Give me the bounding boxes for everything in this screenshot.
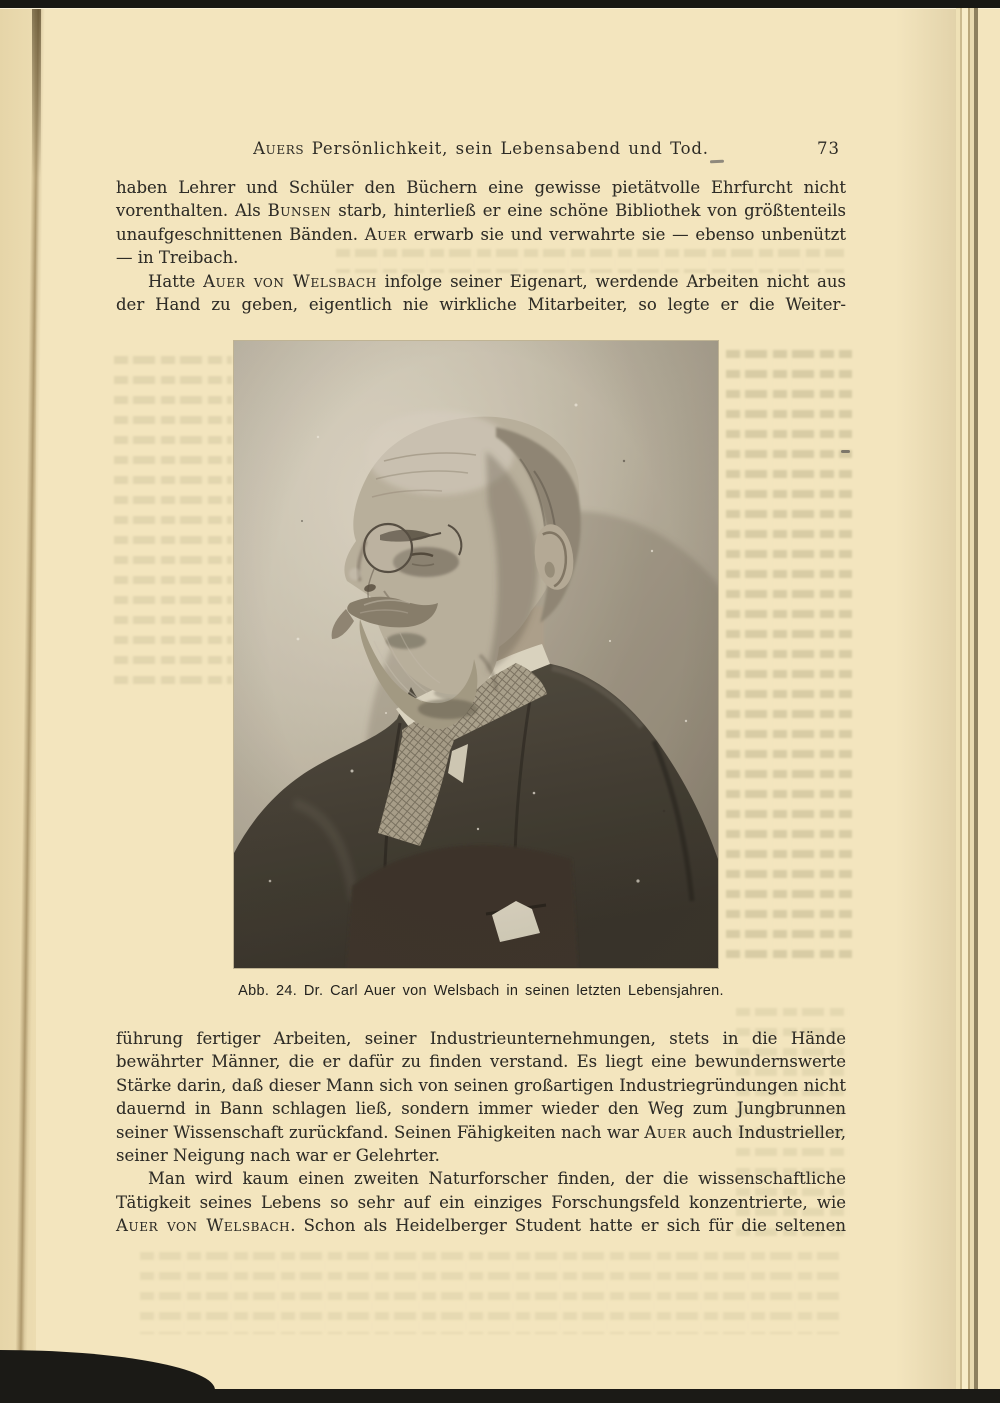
page-number: 73	[817, 139, 840, 158]
portrait-photo-carl-auer-von-welsbach	[234, 341, 718, 968]
ink-bleedthrough-right	[726, 350, 852, 962]
body-text-upper	[116, 176, 846, 316]
print-speck	[710, 160, 724, 164]
paragraph	[116, 270, 846, 317]
ink-bleedthrough-left	[114, 356, 232, 686]
running-header	[116, 139, 846, 161]
chapter-title	[253, 139, 709, 158]
text-run: . Schon als Heidelberger Student hatte er sich für die seltenen	[290, 1216, 846, 1236]
paragraph	[116, 1167, 846, 1237]
smallcaps-name: Auer von Welsbach	[203, 271, 377, 291]
body-text-lower	[116, 1027, 846, 1238]
smallcaps-name: Auer von Welsbach	[116, 1216, 291, 1236]
print-speck	[841, 450, 850, 453]
paragraph	[116, 176, 846, 270]
scan-edge-bottom	[0, 1389, 1000, 1403]
paragraph	[116, 1027, 846, 1167]
text-run: auch Industrieller, seiner Neigung nach war er Gelehrter.	[116, 1122, 846, 1166]
ink-bleedthrough-bottom	[140, 1252, 840, 1334]
text-run: haben Lehrer und Schüler den Büchern eine gewisse pietätvolle Ehrfurcht nicht vorenthalten. Als	[116, 178, 846, 221]
text-run: Hatte	[148, 271, 204, 291]
text-run: infolge seiner Eigenart, werdende Arbeiten nicht aus der Hand zu geben, eigentlich nie wirkliche Mitarbeiter, so legte er die Weiter-	[116, 271, 846, 315]
portrait-figure	[234, 341, 718, 968]
scan-corner-shadow	[0, 1350, 215, 1390]
page-curvature-shading	[896, 8, 956, 1390]
scan-edge-right	[978, 0, 1000, 1403]
chapter-title-rest: Persönlichkeit, sein Lebensabend und Tod.	[304, 139, 709, 158]
smallcaps-name: Bunsen	[267, 201, 332, 221]
page-stack-edges	[956, 8, 978, 1390]
gutter-crease-shadow	[32, 8, 41, 178]
text-run: führung fertiger Arbeiten, seiner Industrieunternehmungen, stets in die Hände bewährter Männer, die er dafür zu finden verstand. Es liegt eine bewundernswerte Stärke darin, daß dieser Mann sich von seinen großartigen Industriegründungen nicht dauernd in Bann schlagen ließ, sondern immer wieder den Weg zum Jungbrunnen seiner Wissenschaft zurückfand. Seinen Fähigkeiten nach war	[116, 1029, 846, 1142]
smallcaps-name: Auer	[364, 224, 407, 244]
scan-edge-top	[0, 0, 1000, 9]
smallcaps-name: Auer	[644, 1122, 687, 1142]
figure-caption: Abb. 24. Dr. Carl Auer von Welsbach in seinen letzten Lebensjahren.	[238, 983, 724, 999]
chapter-title-smallcaps: Auers	[253, 139, 305, 158]
text-run: erwarb sie und verwahrte sie — ebenso unbenützt — in Treibach.	[116, 224, 846, 268]
text-run: Man wird kaum einen zweiten Naturforscher finden, der die wissenschaftliche Tätigkeit seines Lebens so sehr auf ein einziges Forschungsfeld konzentrierte, wie	[116, 1169, 846, 1212]
text-run: starb, hinterließ er eine schöne Bibliothek von größtenteils unaufgeschnittenen Bänden.	[116, 201, 847, 244]
